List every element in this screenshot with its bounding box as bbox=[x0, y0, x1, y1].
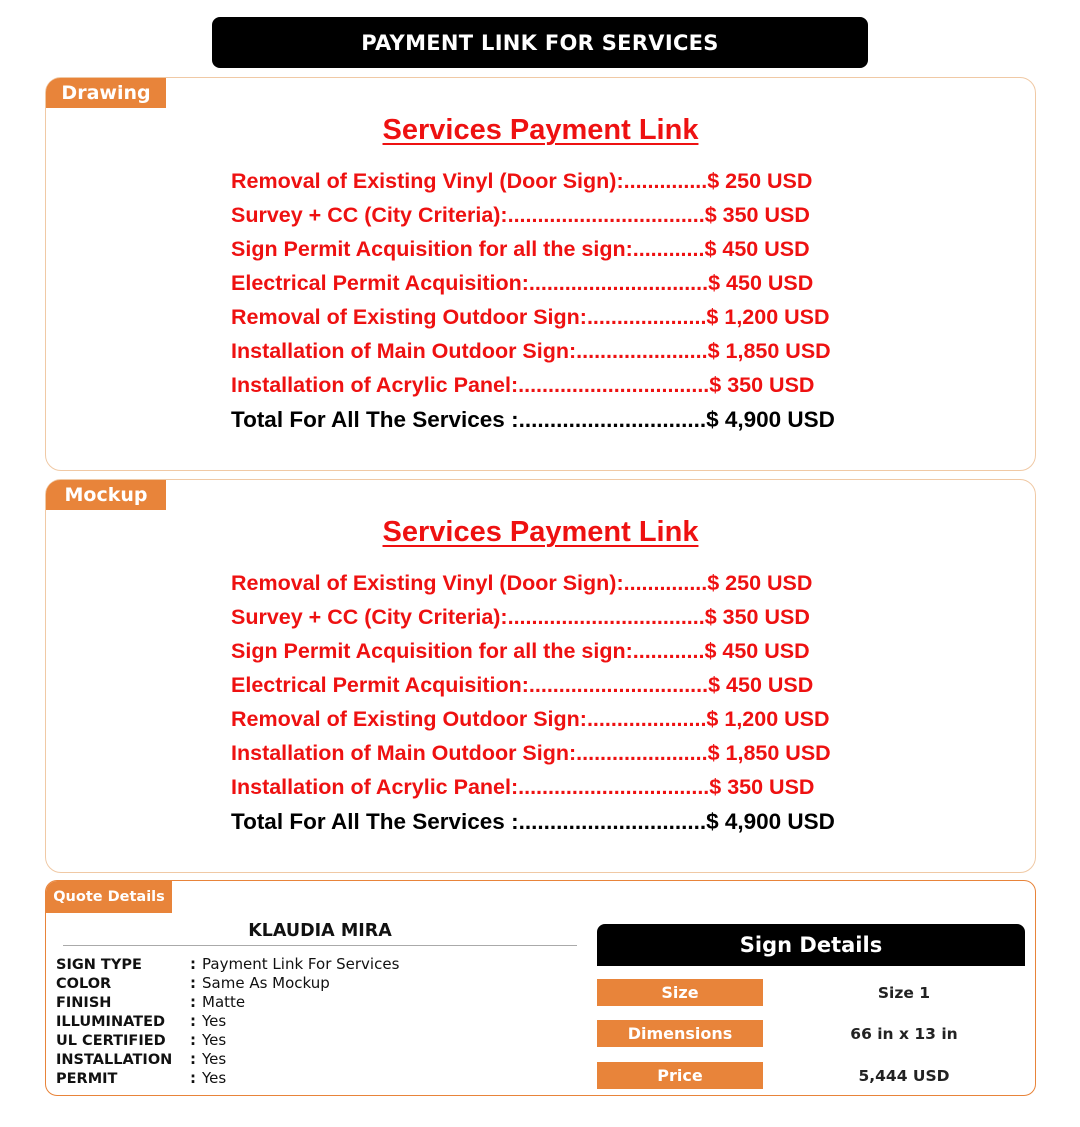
mockup-panel bbox=[45, 479, 1036, 873]
spec-value: Yes bbox=[202, 1012, 227, 1030]
service-line: Removal of Existing Vinyl (Door Sign):..............$ 250 USD bbox=[231, 571, 813, 595]
service-line: Electrical Permit Acquisition:..............................$ 450 USD bbox=[231, 271, 814, 295]
spec-colon: : bbox=[190, 1050, 196, 1068]
price-label: Price bbox=[597, 1062, 763, 1089]
spec-label: UL CERTIFIED bbox=[56, 1033, 166, 1049]
spec-value: Yes bbox=[202, 1050, 227, 1068]
service-line: Survey + CC (City Criteria):.................................$ 350 USD bbox=[231, 605, 810, 629]
spec-colon: : bbox=[190, 974, 196, 992]
mockup-title: Services Payment Link bbox=[382, 516, 699, 548]
mockup-tab: Mockup bbox=[46, 480, 166, 510]
quote-details-tab: Quote Details bbox=[46, 881, 172, 913]
spec-label: ILLUMINATED bbox=[56, 1014, 166, 1030]
service-line: Removal of Existing Vinyl (Door Sign):..............$ 250 USD bbox=[231, 169, 813, 193]
spec-label: SIGN TYPE bbox=[56, 957, 142, 973]
service-line: Sign Permit Acquisition for all the sign:............$ 450 USD bbox=[231, 237, 810, 261]
page-header bbox=[212, 17, 868, 68]
spec-label: COLOR bbox=[56, 976, 112, 992]
drawing-panel bbox=[45, 77, 1036, 471]
drawing-tab: Drawing bbox=[46, 78, 166, 108]
divider bbox=[63, 945, 577, 946]
service-line: Electrical Permit Acquisition:..............................$ 450 USD bbox=[231, 673, 814, 697]
page-title: PAYMENT LINK FOR SERVICES bbox=[361, 30, 719, 55]
service-line: Removal of Existing Outdoor Sign:....................$ 1,200 USD bbox=[231, 707, 830, 731]
service-line: Installation of Main Outdoor Sign:......................$ 1,850 USD bbox=[231, 741, 831, 765]
spec-colon: : bbox=[190, 1069, 196, 1087]
spec-row-sign-type bbox=[56, 955, 399, 974]
spec-value: Yes bbox=[202, 1031, 227, 1049]
spec-row-finish bbox=[56, 993, 399, 1012]
spec-row-permit bbox=[56, 1069, 399, 1088]
services-total: Total For All The Services :..............................$ 4,900 USD bbox=[231, 809, 835, 834]
sign-details-title: Sign Details bbox=[597, 924, 1025, 966]
spec-colon: : bbox=[190, 1012, 196, 1030]
spec-label: PERMIT bbox=[56, 1071, 118, 1087]
spec-value: Yes bbox=[202, 1069, 227, 1087]
spec-value: Matte bbox=[202, 993, 246, 1011]
size-label: Size bbox=[597, 979, 763, 1006]
drawing-service-list bbox=[231, 164, 835, 438]
service-line: Installation of Acrylic Panel:................................$ 350 USD bbox=[231, 373, 815, 397]
spec-label: FINISH bbox=[56, 995, 112, 1011]
service-line: Survey + CC (City Criteria):.................................$ 350 USD bbox=[231, 203, 810, 227]
price-value: 5,444 USD bbox=[858, 1066, 950, 1085]
spec-value: Same As Mockup bbox=[202, 974, 330, 992]
quote-details-panel bbox=[45, 880, 1036, 1096]
spec-row-illuminated bbox=[56, 1012, 399, 1031]
dimensions-value: 66 in x 13 in bbox=[850, 1024, 958, 1043]
service-line: Installation of Acrylic Panel:................................$ 350 USD bbox=[231, 775, 815, 799]
spec-value: Payment Link For Services bbox=[202, 955, 400, 973]
spec-colon: : bbox=[190, 993, 196, 1011]
client-name: KLAUDIA MIRA bbox=[248, 921, 392, 941]
spec-row-color bbox=[56, 974, 399, 993]
mockup-service-list bbox=[231, 566, 835, 840]
drawing-title: Services Payment Link bbox=[382, 114, 699, 146]
spec-row-ul-certified bbox=[56, 1031, 399, 1050]
spec-row-installation bbox=[56, 1050, 399, 1069]
spec-list bbox=[56, 955, 399, 1088]
service-line: Sign Permit Acquisition for all the sign:............$ 450 USD bbox=[231, 639, 810, 663]
spec-label: INSTALLATION bbox=[56, 1052, 173, 1068]
service-line: Removal of Existing Outdoor Sign:....................$ 1,200 USD bbox=[231, 305, 830, 329]
size-value: Size 1 bbox=[877, 983, 931, 1002]
service-line: Installation of Main Outdoor Sign:......................$ 1,850 USD bbox=[231, 339, 831, 363]
dimensions-label: Dimensions bbox=[597, 1020, 763, 1047]
services-total: Total For All The Services :..............................$ 4,900 USD bbox=[231, 407, 835, 432]
spec-colon: : bbox=[190, 955, 196, 973]
spec-colon: : bbox=[190, 1031, 196, 1049]
